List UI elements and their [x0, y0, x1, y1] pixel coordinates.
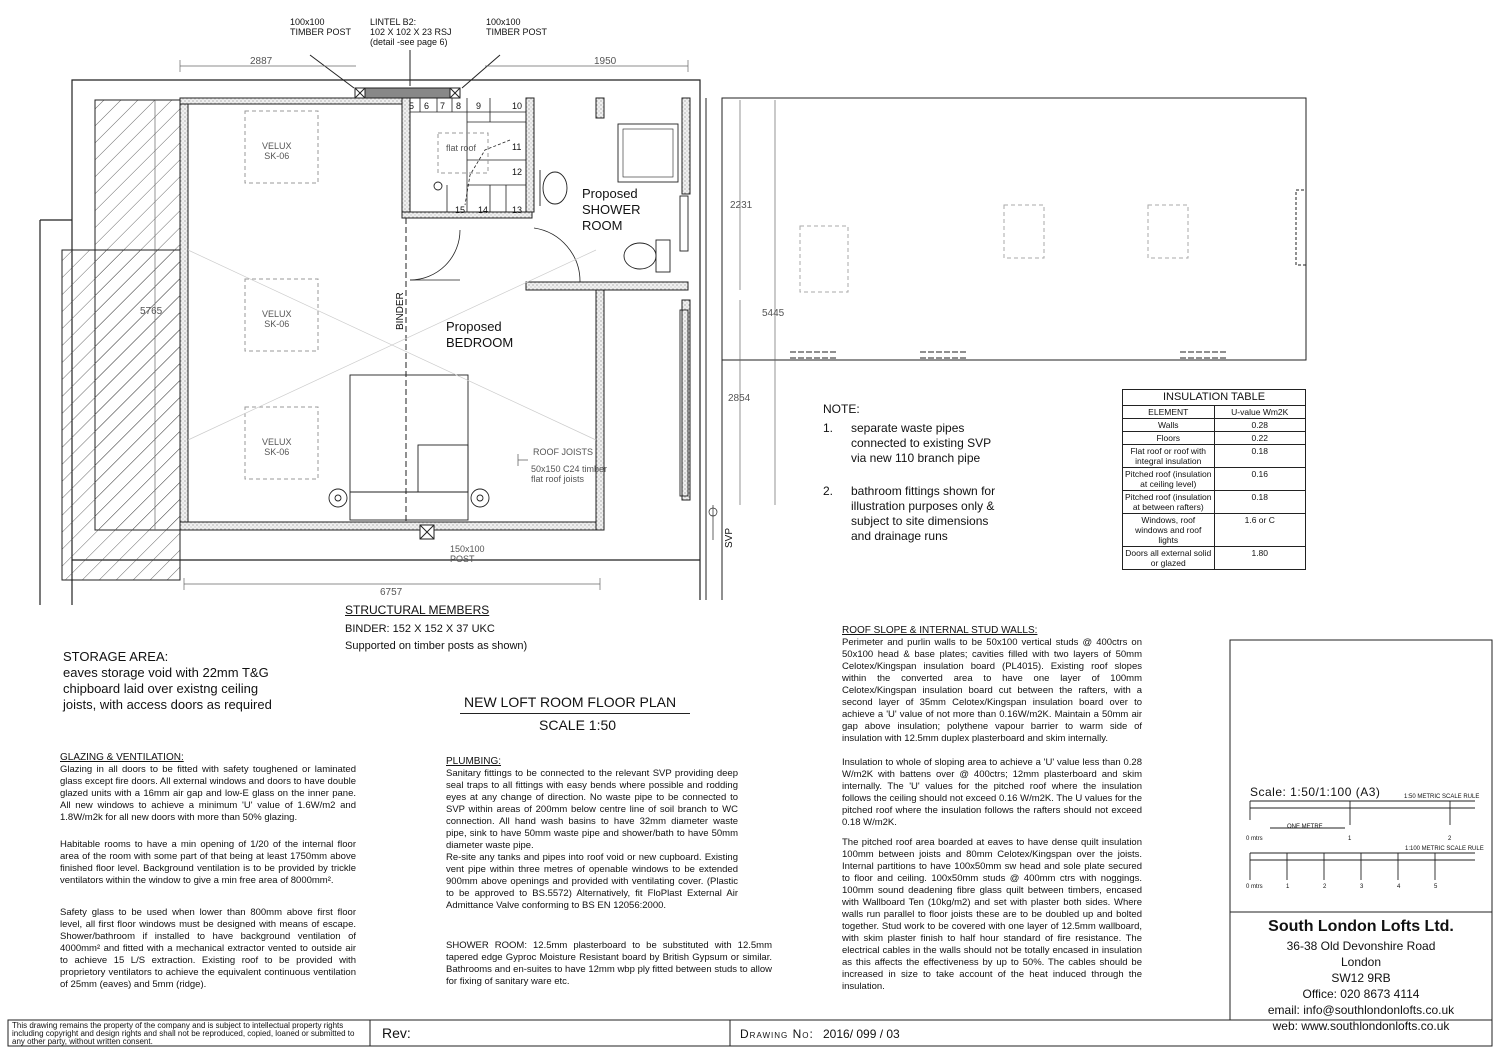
- note-item-1: separate waste pipes connected to existing SVP via new 110 branch pipe: [851, 421, 992, 465]
- shower-room-label: Proposed SHOWER ROOM: [582, 186, 641, 233]
- structural-title: STRUCTURAL MEMBERS: [345, 603, 490, 617]
- table-cell: 0.18: [1214, 445, 1306, 468]
- dim-2231: 2231: [730, 200, 753, 211]
- velux-label: VELUX SK-06: [262, 309, 292, 329]
- drawing-no-label: Drawing No:: [740, 1027, 814, 1041]
- stair-number: 5: [409, 101, 415, 111]
- lintel-label: LINTEL B2: 102 X 102 X 23 RSJ (detail -see page 6): [370, 17, 452, 47]
- note-item-2: bathroom fittings shown for illustration purposes only & subject to site dimensions and drainage runs: [851, 484, 996, 543]
- table-cell: Flat roof or roof with integral insulation: [1123, 445, 1215, 468]
- room-walls: [180, 98, 690, 530]
- table-row: [1123, 468, 1306, 491]
- dim-5445: 5445: [762, 308, 785, 319]
- stair-number: 15: [455, 205, 466, 215]
- scale-tick-50: 0 mtrs: [1246, 836, 1263, 842]
- glazing-title: GLAZING & VENTILATION:: [60, 752, 184, 763]
- glazing-paragraph: Glazing in all doors to be fitted with safety toughened or laminated glass except fire doors. All external windows and doors to have double glazed units with a 16mm air gap and low-E glass on the inner pane. All new windows to achieve a minimum 'U' value of 1.6W/m2 and 1.8W/m2k for all new doors with more than 50% glazing.: [60, 764, 356, 823]
- existing-rooflights-right: [800, 205, 1188, 292]
- storage-title: STORAGE AREA:: [63, 649, 169, 664]
- table-row: [1123, 547, 1306, 570]
- dim-5765: 5765: [140, 306, 163, 317]
- table-cell: Windows, roof windows and roof lights: [1123, 514, 1215, 547]
- door-swings: [410, 228, 580, 282]
- roof-joists-title: ROOF JOISTS: [533, 447, 594, 457]
- binder-label: BINDER: [395, 292, 406, 330]
- company-email: email: info@southlondonlofts.co.uk: [1267, 1003, 1455, 1017]
- table-cell: 1.6 or C: [1214, 514, 1306, 547]
- table-cell: 1.80: [1214, 547, 1306, 570]
- table-cell: Doors all external solid or glazed: [1123, 547, 1215, 570]
- drawing-no: 2016/ 099 / 03: [823, 1027, 900, 1041]
- table-cell: 0.18: [1214, 491, 1306, 514]
- table-cell: Walls: [1123, 419, 1215, 432]
- scale-title: Scale: 1:50/1:100 (A3): [1250, 785, 1381, 799]
- scale-rule-100: [1250, 853, 1475, 880]
- velux-rooflights: [245, 111, 488, 479]
- one-metre-label: ONE METRE: [1287, 824, 1323, 830]
- roof-slope-paragraph: Perimeter and purlin walls to be 50x100 vertical studs @ 400ctrs on 50x100 head & base plates; cavities filled with two layers of 50mm Celotex/Kingspan insulation board (PL4015). Existing roof slopes within the converted area to have one layer of 100mm Celotex/Kingspan insulation board cut between the rafters, with a second layer of 35mm Celotex/Kingspan insulation board over to achieve a 'U' value of not more than 0.16W/m2K. Maintain a 50mm air gap above insulation; polythene vapour barrier to warm side of insulation with 12.5mm duplex plasterboard and skim internally.: [842, 637, 1142, 744]
- scale-tick-100: 2: [1323, 884, 1327, 890]
- dim-6757: 6757: [380, 587, 403, 598]
- stair-number: 13: [512, 205, 523, 215]
- scale-tick-100: 0 mtrs: [1246, 884, 1263, 890]
- dim-2854: 2854: [728, 393, 751, 404]
- note-title: NOTE:: [823, 402, 860, 416]
- company-name: South London Lofts Ltd.: [1268, 918, 1454, 935]
- scale-tick-100: 5: [1434, 884, 1438, 890]
- disclaimer: This drawing remains the property of the company and is subject to intellectual property rights including copyright and design rights and shall not be reproduced, copied, loaned or submitted to any other party, without written consent.: [12, 1021, 355, 1046]
- stair-number: 12: [512, 167, 523, 177]
- stair-number: 10: [512, 101, 523, 111]
- plan-title: NEW LOFT ROOM FLOOR PLAN: [464, 694, 677, 710]
- dim-1950: 1950: [594, 56, 617, 67]
- company-block: [1232, 914, 1490, 1034]
- velux-label: VELUX SK-06: [262, 437, 292, 457]
- dim-2887: 2887: [250, 56, 273, 67]
- company-address: London: [1340, 955, 1382, 969]
- col-element-header: ELEMENT: [1123, 406, 1215, 419]
- scale-rule-50: [1250, 801, 1475, 828]
- table-row: [1123, 491, 1306, 514]
- post-bottom-label: 150x100 POST: [450, 544, 485, 564]
- table-cell: Pitched roof (insulation at between rafters): [1123, 491, 1215, 514]
- svp-label: SVP: [724, 527, 735, 548]
- roof-slope-title: ROOF SLOPE & INTERNAL STUD WALLS:: [842, 625, 1038, 636]
- shower-fittings: [540, 124, 688, 496]
- table-cell: 0.16: [1214, 468, 1306, 491]
- company-address: 36-38 Old Devonshire Road: [1286, 939, 1436, 953]
- glazing-paragraph: Habitable rooms to have a min opening of 1/20 of the internal floor area of the room with some part of that being at least 1750mm above finished floor level. Background ventilation is to be provided by trickle ventilators within the window to give a min free area of 8000mm².: [60, 839, 356, 886]
- glazing-paragraph: Safety glass to be used when lower than 800mm above first floor level, all first floor windows must be designed with means of escape. Shower/bathroom if installed to have background ventilation of 4000mm² and fitted with a mechanical extractor vented to outside air to achieve 15 L/S extraction. Existing roof to be provided with proprietory ventilators to achieve the equivalent continuous ventilation of 25mm (eaves) and 5mm (ridge).: [60, 907, 356, 990]
- scale-tick-50: 1: [1348, 836, 1352, 842]
- stair-number: 11: [512, 142, 522, 152]
- col-value-header: U-value Wm2K: [1214, 406, 1306, 419]
- note-item-number: 1.: [823, 421, 834, 435]
- roof-joists-body: 50x150 C24 timber flat roof joists: [531, 464, 608, 484]
- scale-tick-100: 1: [1286, 884, 1290, 890]
- post-right-label: 100x100 TIMBER POST: [486, 17, 548, 37]
- rev-label: Rev:: [382, 1025, 411, 1041]
- storage-void-hatch-lower: [62, 250, 180, 580]
- table-row: [1123, 514, 1306, 547]
- roof-slope-paragraph: The pitched roof area boarded at eaves to have dense quilt insulation 100mm between joists and 80mm Celotex/Kingspan over the joists. Internal partitions to have 100x50mm sw head and sole plate secured to floor and ceiling. 100x50mm studs @ 400mm ctrs with noggings. 100mm sound deadening fibre glass quilt between timbers, encased with Wallboard Ten (10kg/m2) and set with plaster both sides. Where walls run parallel to floor joists these are to be doubled up and bolted together. Stud work to be covered with one layer of 12.5mm wallboard, with skim plaster finish to half hour standard of fire resistance. The electrical cables in the walls should not be totally encased in insulation as this affects the effectiveness by up to 50%. The cables should be increased in size to take account of the heat induced through the insulation.: [842, 837, 1142, 992]
- company-address: SW12 9RB: [1331, 971, 1391, 985]
- storage-body: eaves storage void with 22mm T&G chipboard laid over existng ceiling joists, with access doors as required: [63, 665, 272, 712]
- flat-roof-label: flat roof: [446, 143, 477, 153]
- title-divider: [460, 713, 690, 714]
- post-left-label: 100x100 TIMBER POST: [290, 17, 352, 37]
- roof-joists-arrow: [518, 454, 528, 466]
- table-cell: Floors: [1123, 432, 1215, 445]
- note-item-number: 2.: [823, 484, 834, 498]
- stair-number: 6: [424, 101, 430, 111]
- table-cell: 0.28: [1214, 419, 1306, 432]
- scale-tick-50: 2: [1448, 836, 1452, 842]
- table-cell: Pitched roof (insulation at ceiling level): [1123, 468, 1215, 491]
- staircase: [410, 98, 526, 212]
- structural-supported: Supported on timber posts as shown): [345, 640, 528, 652]
- stair-number: 9: [476, 101, 482, 111]
- bed: [329, 182, 489, 520]
- plan-scale: SCALE 1:50: [539, 717, 617, 733]
- structural-binder: BINDER: 152 X 152 X 37 UKC: [345, 623, 495, 635]
- table-cell: 0.22: [1214, 432, 1306, 445]
- insulation-table: [1122, 389, 1306, 570]
- company-office: Office: 020 8673 4114: [1302, 987, 1420, 1001]
- scale-tick-100: 4: [1397, 884, 1401, 890]
- company-web: web: www.southlondonlofts.co.uk: [1272, 1019, 1450, 1033]
- velux-label: VELUX SK-06: [262, 141, 292, 161]
- plumbing-title: PLUMBING:: [446, 756, 502, 767]
- plumbing-paragraph: Sanitary fittings to be connected to the relevant SVP providing deep seal traps to all fittings with easy bends where possible and rodding eyes at any change of direction. No waste pipe to be connected to SVP within areas of 200mm below centre line of soil branch to WC connection. All hand wash basins to have 32mm diameter waste pipe, sink to have 50mm waste pipe and shower/bath to have 50mm diameter waste pipe. Re-site any tanks and pipes into roof void or new cupboard. Existing vent pipe within three metres of openable windows to be extended 900mm above openings and provided with ventilating cover. (Plastic to be approved to BS.5572) Alternatively, fit FloPlast External Air Admittance Valve conforming to BS EN 12056:2000.: [446, 768, 738, 911]
- scale-rule-50-label: 1:50 METRIC SCALE RULE: [1404, 794, 1480, 800]
- table-row: [1123, 445, 1306, 468]
- table-row: [1123, 419, 1306, 432]
- plumbing-paragraph: SHOWER ROOM: 12.5mm plasterboard to be substituted with 12.5mm tapered edge Gyproc Moisture Resistant board by British Gypsum or similar. Bathrooms and en-suites to have 12mm wbp ply fitted between studs to allow for fixing of sanitary ware etc.: [446, 940, 772, 987]
- stair-number: 7: [440, 101, 446, 111]
- roof-slope-paragraph: Insulation to whole of sloping area to achieve a 'U' value less than 0.28 W/m2K with battens over @ 400ctrs; 12mm plasterboard and skim internally. The 'U' values for the pitched roof where the insulation follows the ceiling should not exceed 0.16 W/m2K. The U values for the pitched roof where the insulation follows the rafters should not exceed 0.18 W/m2K.: [842, 757, 1142, 828]
- stair-number: 8: [456, 101, 462, 111]
- insulation-table-title: INSULATION TABLE: [1123, 390, 1306, 406]
- scale-tick-100: 3: [1360, 884, 1364, 890]
- scale-rule-100-label: 1:100 METRIC SCALE RULE: [1405, 846, 1484, 852]
- table-row: [1123, 432, 1306, 445]
- bedroom-label: Proposed BEDROOM: [446, 319, 514, 350]
- faint-diagonals: [188, 250, 596, 440]
- stair-number: 14: [478, 205, 489, 215]
